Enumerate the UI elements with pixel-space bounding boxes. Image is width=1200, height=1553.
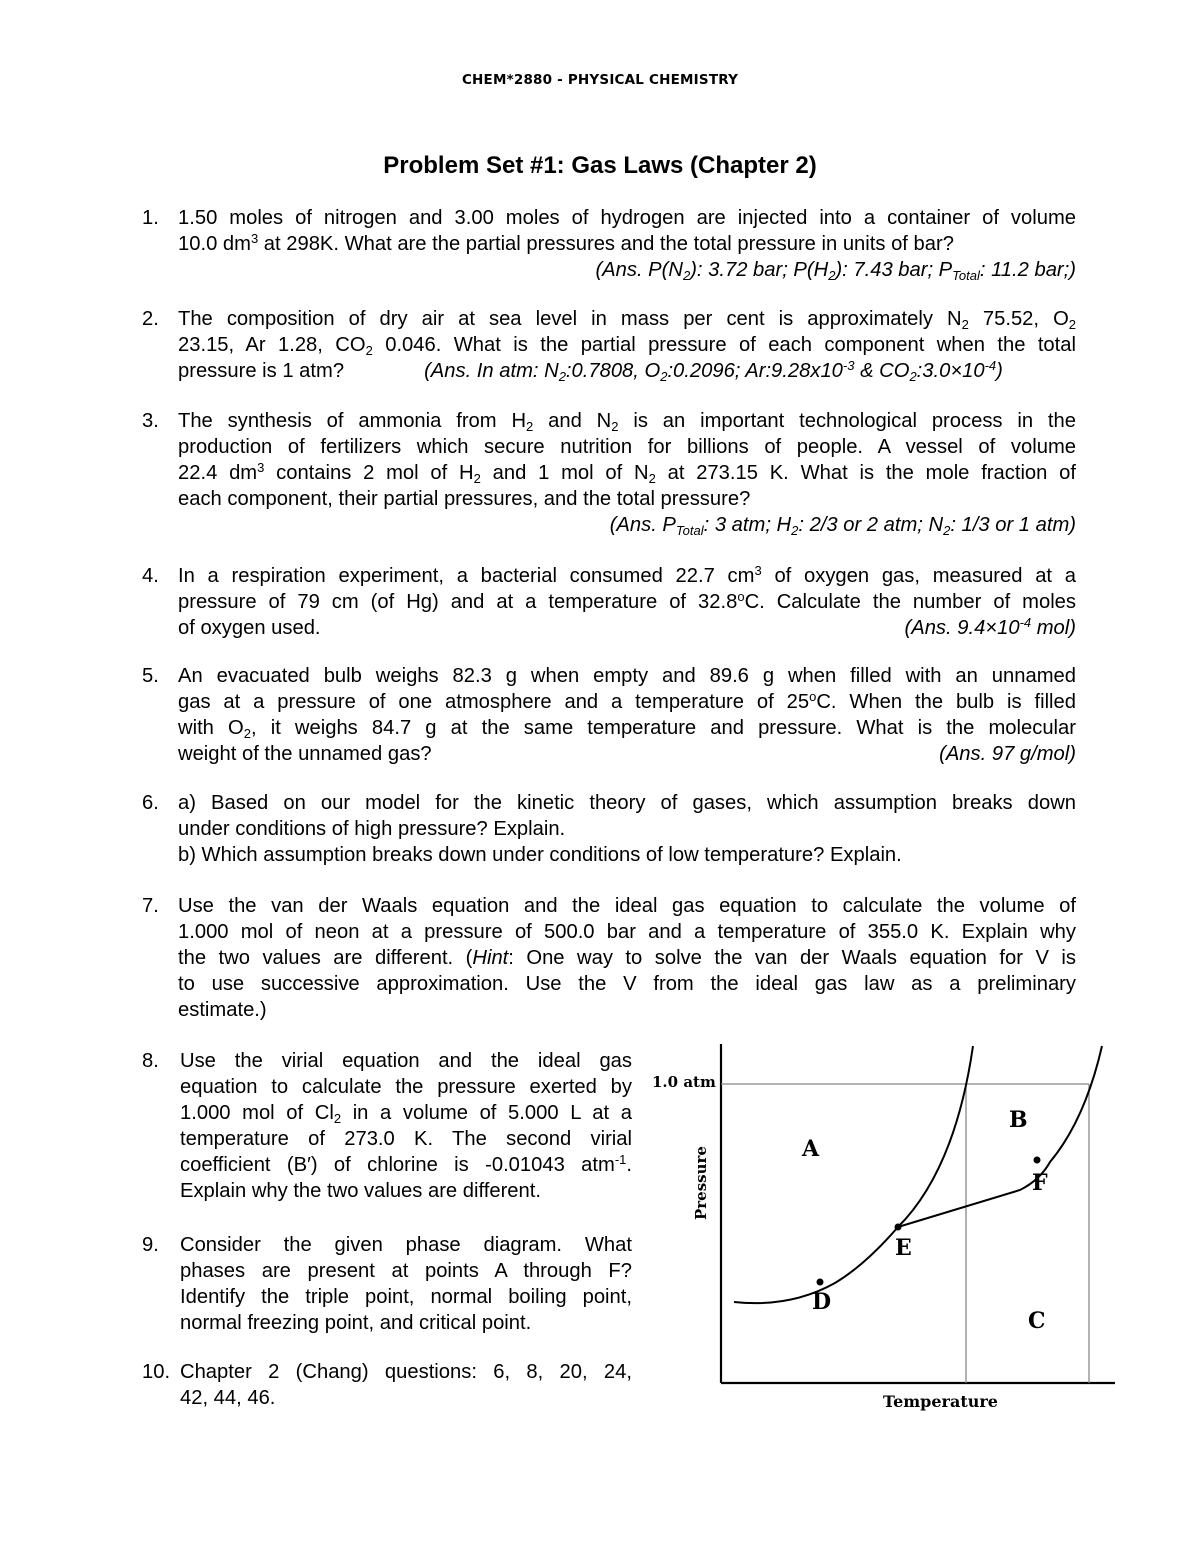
question-5: 5. An evacuated bulb weighs 82.3 g when empty and 89.6 g when filled with an unnamed gas at a pressure of one atmosphere and a temperature of 25$^o$C. When the bulb is filled with $O_2$, it weighs 84.7 g at the same temperature and pressure. What is the molecular weight of the unnamed gas? (Ans. 97 g/mol) bbox=[142, 665, 1076, 765]
answer: (Ans. $P_{Total}$: 3 atm; $H_2$: 2/3 or 2 atm; $N_2$: 1/3 or 1 atm) bbox=[609, 514, 1076, 538]
question-2: 2. The composition of dry air at sea level in mass per cent is approximately $N_2$ 75.52, $O_2$ 23.15, Ar 1.28, $CO_2$ 0.046. What is the partial pressure of each component when the total pressure is 1 atm? (Ans. In atm: $N_2:0.7808$, $O_2:0.2096$; $Ar:9.28x10^{-3}$ & $CO_2:3.0\times 10^{-4}$) bbox=[142, 308, 1076, 384]
question-text: In a respiration experiment, a bacterial consumed 22.7 $cm^3$ of oxygen gas, measured at a bbox=[178, 563, 1076, 587]
phase-diagram bbox=[640, 1040, 1130, 1420]
question-10: 10. Chapter 2 (Chang) questions: 6, 8, 20, 24, 42, 44, 46. bbox=[142, 1361, 632, 1409]
answer: (Ans. In atm: $N_2:0.7808$, $O_2:0.2096$; $Ar:9.28x10^{-3}$ & $CO_2:3.0\times 10^{-4}$) bbox=[424, 358, 1003, 384]
melting-curve bbox=[898, 1046, 973, 1227]
region-c-label: C bbox=[1028, 1308, 1046, 1334]
question-text: An evacuated bulb weighs 82.3 g when empty and 89.6 g when filled with an unnamed bbox=[178, 665, 1076, 687]
page-title: Problem Set #1: Gas Laws (Chapter 2) bbox=[383, 152, 817, 179]
question-number: 1. bbox=[142, 207, 159, 229]
answer: (Ans. $P(N_2)$: 3.72 bar; $P(H_2)$: 7.43 bar; $P_{Total}$: 11.2 bar;) bbox=[595, 259, 1076, 283]
question-number: 9. bbox=[142, 1234, 159, 1256]
region-a-label: A bbox=[802, 1136, 820, 1162]
question-number: 4. bbox=[142, 565, 159, 587]
question-text: Use the virial equation and the ideal gas bbox=[180, 1050, 632, 1072]
question-text: Use the van der Waals equation and the ideal gas equation to calculate the volume of bbox=[178, 895, 1076, 917]
question-number: 5. bbox=[142, 665, 159, 687]
question-number: 6. bbox=[142, 792, 159, 814]
question-number: 10. bbox=[142, 1361, 171, 1383]
point-d-label: D bbox=[812, 1289, 832, 1315]
point-d-marker bbox=[817, 1279, 824, 1286]
question-text: a) Based on our model for the kinetic theory of gases, which assumption breaks down bbox=[178, 792, 1076, 814]
question-9: 9. Consider the given phase diagram. What phases are present at points A through F? Identify the triple point, normal boiling point, normal freezing point, and critical point. bbox=[142, 1234, 632, 1334]
y-tick-1atm: 1.0 atm bbox=[652, 1073, 716, 1091]
answer: (Ans. $9.4\times 10^{-4}$ mol) bbox=[904, 615, 1076, 639]
question-text: Chapter 2 (Chang) questions: 6, 8, 20, 24, bbox=[180, 1361, 632, 1383]
question-3: 3. The synthesis of ammonia from $H_2$ and $N_2$ is an important technological process in the production of fertilizers which secure nutrition for billions of people. A vessel of volume 22.4 $dm^3$ contains 2 mol of $H_2$ and 1 mol of $N_2$ at 273.15 K. What is the mole fraction of each component, their partial pressures, and the total pressure? (Ans. $P_{Total}$: 3 atm; $H_2$: 2/3 or 2 atm; $N_2$: 1/3 or 1 atm) bbox=[142, 410, 1077, 538]
question-text: 1.50 moles of nitrogen and 3.00 moles of hydrogen are injected into a container of volume bbox=[178, 207, 1076, 229]
question-number: 3. bbox=[142, 410, 159, 432]
question-1: 1. 1.50 moles of nitrogen and 3.00 moles of hydrogen are injected into a container of volume 10.0 $dm^3$ at 298K. What are the partial pressures and the total pressure in units of bar? (Ans. $P(N_2)$: 3.72 bar; $P(H_2)$: 7.43 bar; $P_{Total}$: 11.2 bar;) bbox=[142, 207, 1076, 283]
question-8: 8. Use the virial equation and the ideal gas equation to calculate the pressure exerted by 1.000 mol of $Cl_2$ in a volume of 5.000 L at a temperature of 273.0 K. The second virial coefficient (B′) of chlorine is -0.01043 atm$^{-1}$. Explain why the two values are different. bbox=[142, 1050, 632, 1202]
question-number: 8. bbox=[142, 1050, 159, 1072]
point-e-label: E bbox=[895, 1235, 912, 1261]
question-4: 4. In a respiration experiment, a bacterial consumed 22.7 $cm^3$ of oxygen gas, measured at a pressure of 79 cm (of Hg) and at a temperature of 32.8$^o$C. Calculate the number of moles of oxygen used. (Ans. $9.4\times 10^{-4}$ mol) bbox=[142, 563, 1077, 639]
y-axis-label: Pressure bbox=[692, 1146, 710, 1220]
course-header: CHEM*2880 - PHYSICAL CHEMISTRY bbox=[461, 72, 739, 88]
point-f-marker bbox=[1034, 1157, 1041, 1164]
question-6: 6. a) Based on our model for the kinetic theory of gases, which assumption breaks down under conditions of high pressure? Explain. b) Which assumption breaks down under conditions of low temperature? Explain. bbox=[142, 792, 1076, 866]
question-text: The composition of dry air at sea level in mass per cent is approximately $N_2$ 75.52, $O_2$ bbox=[178, 308, 1076, 332]
region-b-label: B bbox=[1009, 1107, 1028, 1133]
point-e-marker bbox=[895, 1224, 902, 1231]
question-7: 7. Use the van der Waals equation and the ideal gas equation to calculate the volume of 1.000 mol of neon at a pressure of 500.0 bar and a temperature of 355.0 K. Explain why the two values are different. (Hint: One way to solve the van der Waals equation for V is to use successive approximation. Use the V from the ideal gas law as a preliminary estimate.) bbox=[142, 895, 1076, 1021]
question-text: Consider the given phase diagram. What bbox=[180, 1234, 632, 1256]
question-number: 7. bbox=[142, 895, 159, 917]
point-f-label: F bbox=[1032, 1170, 1048, 1196]
question-text: The synthesis of ammonia from $H_2$ and $N_2$ is an important technological process in the bbox=[178, 410, 1076, 434]
vaporization-curve bbox=[898, 1046, 1102, 1227]
answer: (Ans. 97 g/mol) bbox=[939, 743, 1076, 765]
question-number: 2. bbox=[142, 308, 159, 330]
x-axis-label: Temperature bbox=[883, 1392, 998, 1411]
